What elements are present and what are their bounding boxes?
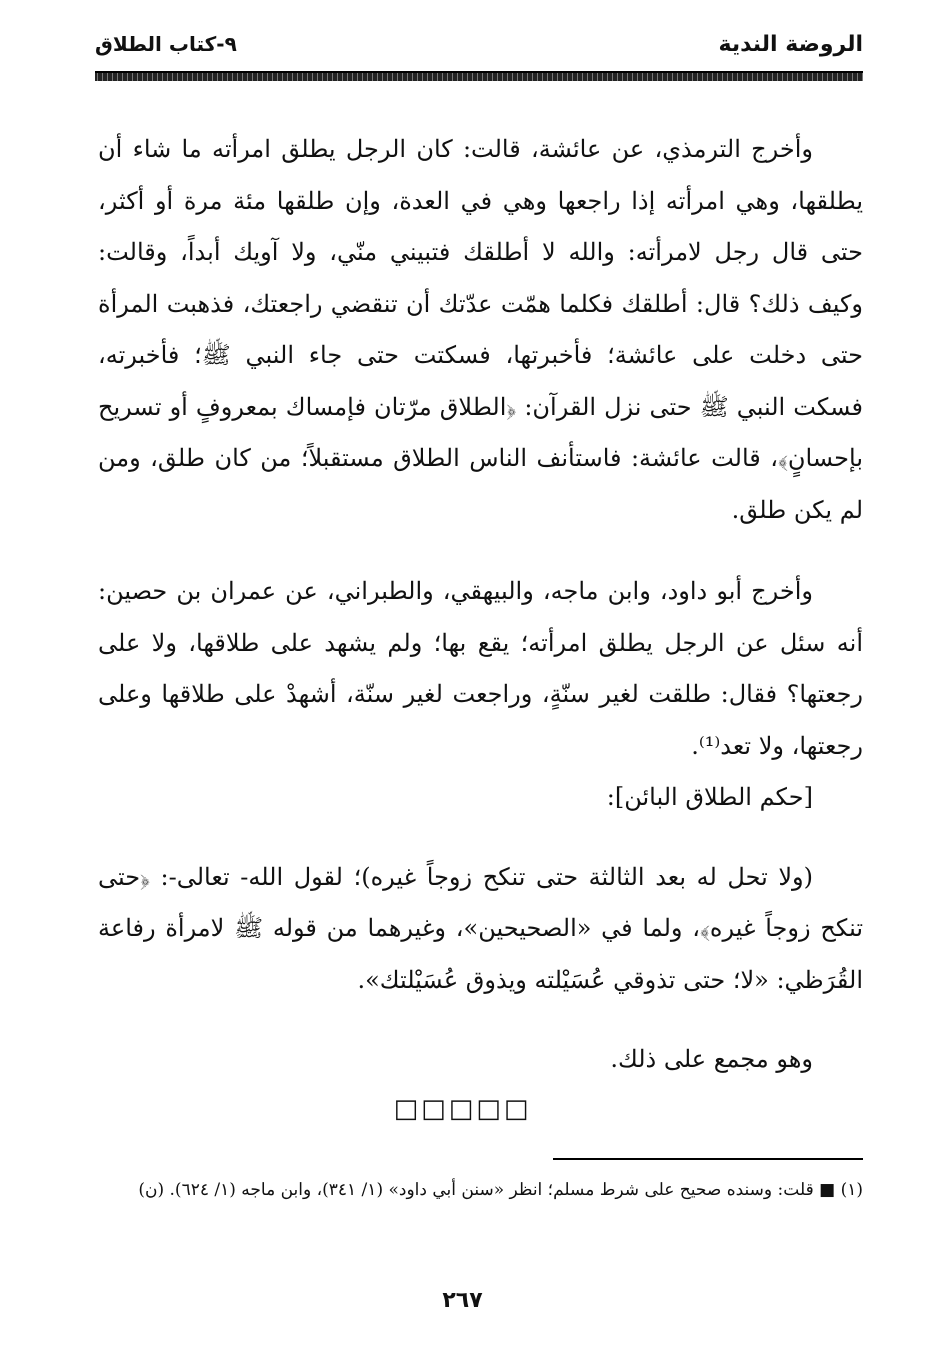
footnote-divider	[553, 1158, 863, 1160]
paragraph-abu-dawud: وأخرج أبو داود، وابن ماجه، والبيهقي، والطبراني، عن عمران بن حصين: أنه سئل عن الرجل يطلق امرأته؛ يقع بها؛ ولم يشهد على طلاقها، ولا على رجعتها؟ فقال: طلقت لغير سنّةٍ، وراجعت لغير سنّة، أشهدْ على طلاقها وعلى رجعتها، ولا تعد⁽¹⁾.	[98, 577, 863, 760]
running-header	[95, 30, 863, 66]
section-separator: □□□□□	[393, 1094, 532, 1124]
paragraph-closing: وهو مجمع على ذلك.	[610, 1045, 813, 1073]
paragraph-tirmidhi: وأخرج الترمذي، عن عائشة، قالت: كان الرجل يطلق امرأته ما شاء أن يطلقها، وهي امرأته إذا راجعها وهي في العدة، وإن طلقها مئة مرة أو أكثر، حتى قال رجل لامرأته: والله لا أطلقك فتبيني منّي، ولا آويك أبداً، وقالت: وكيف ذلك؟ قال: أطلقك فكلما همّت عدّتك أن تنقضي راجعتك، فذهبت المرأة حتى دخلت على عائشة؛ فأخبرتها، فسكتت حتى جاء النبي ﷺ؛ فأخبرته، فسكت النبي ﷺ حتى نزل القرآن: ﴿الطلاق مرّتان فإمساك بمعروفٍ أو تسريح بإحسانٍ﴾، قالت عائشة: فاستأنف الناس الطلاق مستقبلاً؛ من كان طلق، ومن لم يكن طلق.	[98, 135, 863, 524]
section-heading: [حكم الطلاق البائن]:	[606, 783, 813, 811]
chapter-title: ٩-كتاب الطلاق	[95, 32, 237, 56]
paragraph-talaq-bain: (ولا تحل له بعد الثالثة حتى تنكح زوجاً غيره)؛ لقول الله- تعالى-: ﴿حتى تنكح زوجاً غيره﴾، ولما في «الصحيحين»، وغيرهما من قوله ﷺ لامرأة رفاعة القُرَظي: «لا؛ حتى تذوقي عُسَيْلته ويذوق عُسَيْلتك».	[98, 862, 863, 994]
footnote-1: (١) ■ قلت: وسنده صحيح على شرط مسلم؛ انظر «سنن أبي داود» (١/ ٣٤١)، وابن ماجه (١/ ٦٢٤). (ن)	[138, 1180, 863, 1200]
book-title: الروضة الندية	[718, 32, 863, 57]
page-number: ٢٦٧	[442, 1288, 483, 1313]
header-divider	[95, 71, 863, 81]
main-text	[98, 124, 863, 1086]
